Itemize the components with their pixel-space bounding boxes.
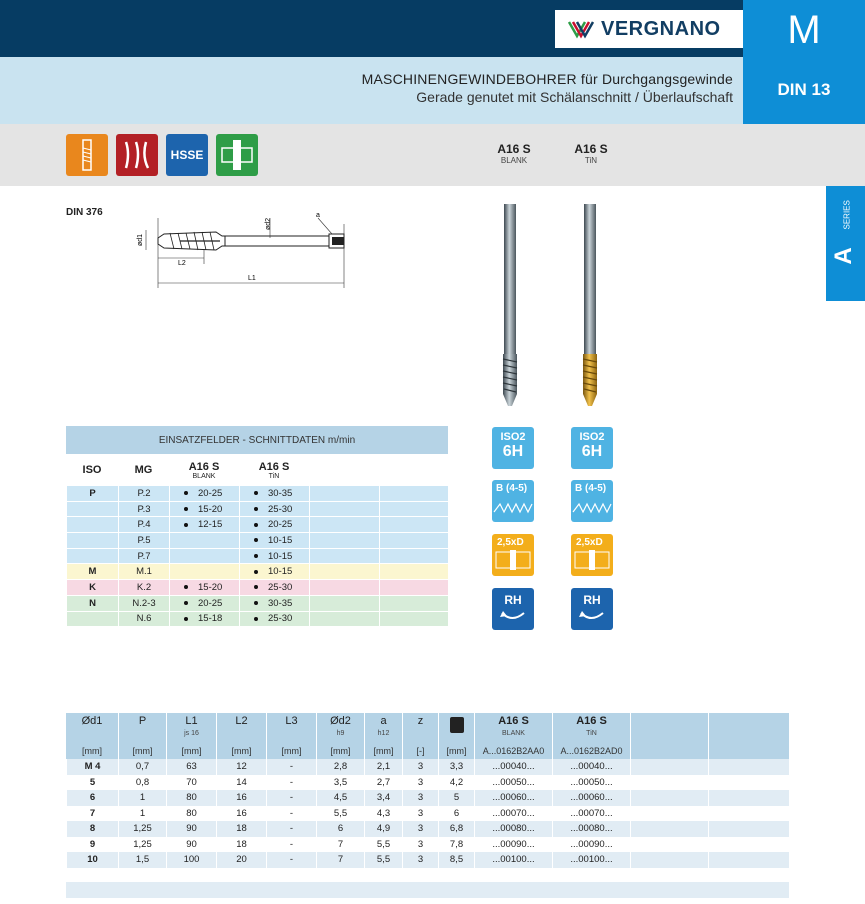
material-group-cell: N.2-3: [118, 596, 169, 612]
empty-cell: [379, 580, 448, 596]
product-header-blank: A16 S BLANK: [497, 142, 531, 165]
cutting-speed-cell: 30-35: [239, 486, 309, 502]
dimensions-body: [66, 759, 789, 868]
recommended-dot-icon: [254, 507, 258, 511]
recommended-dot-icon: [254, 617, 258, 621]
dimensions-cell: 6: [316, 821, 364, 837]
dimensions-table: [66, 713, 789, 898]
recommended-dot-icon: [254, 601, 258, 605]
cutting-speed-cell: 12-15: [169, 517, 239, 533]
page-title: MASCHINENGEWINDEBOHRER für Durchgangsgewinde: [361, 71, 733, 87]
cutting-speed-cell: 25-30: [239, 580, 309, 596]
dimensions-cell: 7,8: [438, 837, 474, 853]
empty-cell: [309, 580, 379, 596]
dimensions-cell: 5,5: [316, 806, 364, 822]
thread-size-cell: 10: [66, 852, 118, 868]
dimensions-row: [66, 837, 789, 853]
page-subtitle: Gerade genutet mit Schälanschnitt / Überlaufschaft: [416, 89, 733, 105]
dimensions-cell: 3: [402, 821, 438, 837]
dimensions-cell: 4,5: [316, 790, 364, 806]
cutting-data-row: [66, 580, 448, 596]
dimensions-cell: ...00090...: [474, 837, 552, 853]
empty-cell: [379, 486, 448, 502]
dimensions-cell: -: [266, 837, 316, 853]
dimensions-cell: 1,25: [118, 837, 166, 853]
cutting-speed-cell: 25-30: [239, 502, 309, 518]
dimensions-row: [66, 775, 789, 791]
drawing-standard: DIN 376: [66, 207, 103, 218]
dimensions-cell: 3,4: [364, 790, 402, 806]
title-band: [0, 57, 743, 124]
material-group-cell: P.4: [118, 517, 169, 533]
iso-group-cell: [66, 517, 118, 533]
dimensions-cell: 14: [216, 775, 266, 791]
dimensions-cell: 70: [166, 775, 216, 791]
chamfer-form-badge-blank: B (4-5): [492, 480, 534, 522]
dimensions-header-cell: A16 S BLANK A...0162B2AA0: [474, 713, 552, 759]
dimensions-cell: 3: [402, 759, 438, 775]
empty-cell: [309, 502, 379, 518]
cutting-speed-cell: 10-15: [239, 549, 309, 565]
empty-cell: [630, 759, 708, 775]
cutting-data-row: [66, 533, 448, 549]
header-blank: A16 S BLANK: [188, 460, 220, 480]
recommended-dot-icon: [254, 585, 258, 589]
dimensions-cell: 3,3: [438, 759, 474, 775]
brand-name: VERGNANO: [601, 17, 721, 40]
dimensions-header-cell: z [-]: [402, 713, 438, 759]
dimensions-header-cell: Ød1 [mm]: [81, 715, 103, 756]
shank-tolerance-icon: [216, 134, 258, 176]
dimensions-cell: 6: [438, 806, 474, 822]
label-l2: L2: [178, 260, 186, 267]
dimensions-row: [66, 806, 789, 822]
dimensions-cell: 2,8: [316, 759, 364, 775]
empty-cell: [309, 549, 379, 565]
thread-size-cell: 9: [66, 837, 118, 853]
dimensions-cell: 2,1: [364, 759, 402, 775]
series-word: SERIES: [842, 200, 852, 230]
through-hole-icon: [66, 134, 108, 176]
header-tin: A16 S TiN: [258, 460, 290, 480]
thread-size-cell: 8: [66, 821, 118, 837]
tap-drawing: [130, 210, 360, 290]
dimensions-cell: 4,9: [364, 821, 402, 837]
label-l1: L1: [248, 275, 256, 282]
iso-tolerance-badge-tin: ISO2 6H: [571, 427, 613, 469]
empty-cell: [379, 549, 448, 565]
drill-size-icon: [450, 717, 464, 733]
section-tab: [743, 0, 865, 124]
empty-cell: [708, 806, 789, 822]
cutting-data-row: [66, 502, 448, 518]
empty-cell: [309, 612, 379, 628]
thread-size-cell: 6: [66, 790, 118, 806]
dimensions-row: [66, 790, 789, 806]
iso-group-cell: P: [66, 486, 118, 502]
dimensions-cell: 1,25: [118, 821, 166, 837]
empty-cell: [379, 533, 448, 549]
dimensions-header-empty: [630, 713, 708, 759]
dimensions-cell: 0,8: [118, 775, 166, 791]
dimensions-cell: 12: [216, 759, 266, 775]
recommended-dot-icon: [184, 507, 188, 511]
cutting-data-row: [66, 596, 448, 612]
material-group-cell: P.2: [118, 486, 169, 502]
dimensions-cell: -: [266, 759, 316, 775]
dimensions-row: [66, 852, 789, 868]
dimensions-cell: -: [266, 775, 316, 791]
cutting-data-header: [66, 454, 448, 486]
label-d2: ød2: [265, 217, 272, 230]
dimensions-cell: 3,5: [316, 775, 364, 791]
recommended-dot-icon: [254, 570, 258, 574]
dimensions-cell: ...00090...: [552, 837, 630, 853]
iso-group-cell: [66, 549, 118, 565]
dimensions-header-cell: Ød2 h9 [mm]: [316, 713, 364, 759]
empty-cell: [630, 806, 708, 822]
dimensions-cell: 18: [216, 821, 266, 837]
dimensions-header-cell: P [mm]: [118, 713, 166, 759]
depth-badge-tin: 2,5xD: [571, 534, 613, 576]
cutting-speed-cell: 10-15: [239, 564, 309, 580]
dimensions-cell: 100: [166, 852, 216, 868]
dimensions-cell: 5,5: [364, 837, 402, 853]
dimensions-header-cell: L1 js 16 [mm]: [166, 713, 216, 759]
empty-cell: [379, 596, 448, 612]
cutting-speed-cell: 10-15: [239, 533, 309, 549]
dimensions-cell: -: [266, 821, 316, 837]
empty-cell: [708, 775, 789, 791]
tap-image-tin: [575, 204, 605, 406]
rotation-badge-blank: RH: [492, 588, 534, 630]
recommended-dot-icon: [254, 538, 258, 542]
dimensions-row: [66, 821, 789, 837]
dimensions-cell: 90: [166, 821, 216, 837]
cutting-speed-cell: 15-20: [169, 502, 239, 518]
empty-cell: [309, 564, 379, 580]
straight-flute-icon: [116, 134, 158, 176]
material-group-cell: P.3: [118, 502, 169, 518]
empty-cell: [630, 821, 708, 837]
dimensions-cell: 0,7: [118, 759, 166, 775]
material-group-cell: P.5: [118, 533, 169, 549]
dimensions-cell: -: [266, 790, 316, 806]
thread-size-cell: 7: [66, 806, 118, 822]
section-standard: DIN 13: [777, 80, 831, 99]
empty-cell: [630, 852, 708, 868]
dimensions-cell: 20: [216, 852, 266, 868]
dimensions-cell: 7: [316, 852, 364, 868]
dimensions-cell: ...00080...: [552, 821, 630, 837]
thread-size-cell: 5: [66, 775, 118, 791]
empty-cell: [309, 596, 379, 612]
iso-group-cell: N: [66, 596, 118, 612]
iso-group-cell: K: [66, 580, 118, 596]
cutting-data-body: [66, 486, 448, 627]
dimensions-cell: 1: [118, 806, 166, 822]
vergnano-logo-icon: [567, 18, 597, 40]
recommended-dot-icon: [254, 491, 258, 495]
recommended-dot-icon: [184, 617, 188, 621]
dimensions-cell: ...00080...: [474, 821, 552, 837]
dimensions-cell: 3: [402, 806, 438, 822]
cutting-data-row: [66, 517, 448, 533]
rotation-badge-tin: RH: [571, 588, 613, 630]
empty-cell: [379, 612, 448, 628]
series-letter: A: [830, 247, 857, 265]
dimensions-cell: -: [266, 852, 316, 868]
dimensions-cell: 80: [166, 790, 216, 806]
cutting-speed-cell: 15-18: [169, 612, 239, 628]
recommended-dot-icon: [184, 601, 188, 605]
dimensions-cell: 4,2: [438, 775, 474, 791]
cutting-data-title: EINSATZFELDER - SCHNITTDATEN m/min: [66, 426, 448, 454]
recommended-dot-icon: [254, 523, 258, 527]
dimensions-cell: ...00060...: [552, 790, 630, 806]
dimensions-cell: 63: [166, 759, 216, 775]
depth-badge-blank: 2,5xD: [492, 534, 534, 576]
empty-cell: [309, 533, 379, 549]
dimensions-header-empty: [708, 713, 789, 759]
empty-cell: [309, 517, 379, 533]
dimensions-row: [66, 759, 789, 775]
dimensions-cell: 8,5: [438, 852, 474, 868]
empty-cell: [309, 486, 379, 502]
cutting-data-row: [66, 549, 448, 565]
cutting-data-row: [66, 612, 448, 628]
dimensions-cell: 7: [316, 837, 364, 853]
empty-cell: [630, 790, 708, 806]
dimensions-cell: ...00070...: [552, 806, 630, 822]
header-mg: MG: [134, 464, 153, 476]
empty-cell: [708, 790, 789, 806]
dimensions-cell: 16: [216, 790, 266, 806]
cutting-speed-cell: 20-25: [169, 596, 239, 612]
cutting-speed-cell: 15-20: [169, 580, 239, 596]
recommended-dot-icon: [184, 523, 188, 527]
tap-image-blank: [495, 204, 525, 406]
dimensions-cell: ...00040...: [552, 759, 630, 775]
iso-tolerance-badge-blank: ISO2 6H: [492, 427, 534, 469]
iso-group-cell: [66, 533, 118, 549]
material-group-cell: N.6: [118, 612, 169, 628]
empty-cell: [708, 852, 789, 868]
dimensions-cell: ...00060...: [474, 790, 552, 806]
dimensions-cell: 3: [402, 852, 438, 868]
chamfer-form-badge-tin: B (4-5): [571, 480, 613, 522]
dimensions-header-cell: [mm]: [438, 713, 474, 759]
dimensions-cell: 18: [216, 837, 266, 853]
dimensions-cell: ...00040...: [474, 759, 552, 775]
dimensions-cell: ...00100...: [552, 852, 630, 868]
dimensions-header-cell: A16 S TiN A...0162B2AD0: [552, 713, 630, 759]
dimensions-cell: 3: [402, 775, 438, 791]
hsse-material-icon: HSSE: [166, 134, 208, 176]
recommended-dot-icon: [184, 585, 188, 589]
dimensions-header-cell: L2 [mm]: [216, 713, 266, 759]
empty-cell: [630, 837, 708, 853]
iso-group-cell: [66, 502, 118, 518]
product-header-tin: A16 S TiN: [574, 142, 608, 165]
dimensions-empty-row: [66, 882, 789, 898]
label-a: a: [316, 212, 320, 219]
dimensions-cell: 1,5: [118, 852, 166, 868]
thread-size-cell: M 4: [66, 759, 118, 775]
dimensions-cell: 80: [166, 806, 216, 822]
dimensions-cell: 2,7: [364, 775, 402, 791]
cutting-data-row: [66, 486, 448, 502]
dimensions-spacer: [66, 868, 789, 882]
dimensions-cell: 6,8: [438, 821, 474, 837]
dimensions-cell: 5,5: [364, 852, 402, 868]
empty-cell: [630, 775, 708, 791]
dimensions-cell: 3: [402, 837, 438, 853]
dimensions-header-cell: a h12 [mm]: [364, 713, 402, 759]
material-group-cell: P.7: [118, 549, 169, 565]
cutting-speed-cell: 30-35: [239, 596, 309, 612]
cutting-data-table: [66, 426, 448, 627]
empty-cell: [708, 821, 789, 837]
cutting-data-row: [66, 564, 448, 580]
dimensions-cell: ...00070...: [474, 806, 552, 822]
dimensions-cell: 90: [166, 837, 216, 853]
material-group-cell: M.1: [118, 564, 169, 580]
dimensions-cell: 4,3: [364, 806, 402, 822]
cutting-speed-cell: 25-30: [239, 612, 309, 628]
empty-cell: [708, 759, 789, 775]
dimensions-header: [66, 713, 789, 759]
dimensions-header-cell: L3 [mm]: [266, 713, 316, 759]
label-d1: ød1: [137, 233, 144, 246]
recommended-dot-icon: [254, 554, 258, 558]
iso-group-cell: M: [66, 564, 118, 580]
cutting-speed-cell: 20-25: [239, 517, 309, 533]
iso-group-cell: [66, 612, 118, 628]
dimensions-cell: -: [266, 806, 316, 822]
cutting-speed-cell: [169, 564, 239, 580]
empty-cell: [379, 564, 448, 580]
icon-band: [0, 124, 865, 186]
dimensions-cell: ...00100...: [474, 852, 552, 868]
recommended-dot-icon: [184, 491, 188, 495]
dimensions-cell: 5: [438, 790, 474, 806]
section-letter: M: [787, 8, 821, 52]
material-group-cell: K.2: [118, 580, 169, 596]
header-iso: ISO: [82, 464, 102, 476]
dimensions-cell: 1: [118, 790, 166, 806]
cutting-speed-cell: [169, 549, 239, 565]
dimensions-cell: ...00050...: [474, 775, 552, 791]
dimensions-cell: 3: [402, 790, 438, 806]
empty-cell: [708, 837, 789, 853]
brand-logo: [555, 10, 743, 48]
dimensions-cell: 16: [216, 806, 266, 822]
series-tab[interactable]: [826, 186, 865, 301]
cutting-speed-cell: [169, 533, 239, 549]
dimensions-cell: ...00050...: [552, 775, 630, 791]
empty-cell: [379, 517, 448, 533]
empty-cell: [379, 502, 448, 518]
cutting-speed-cell: 20-25: [169, 486, 239, 502]
